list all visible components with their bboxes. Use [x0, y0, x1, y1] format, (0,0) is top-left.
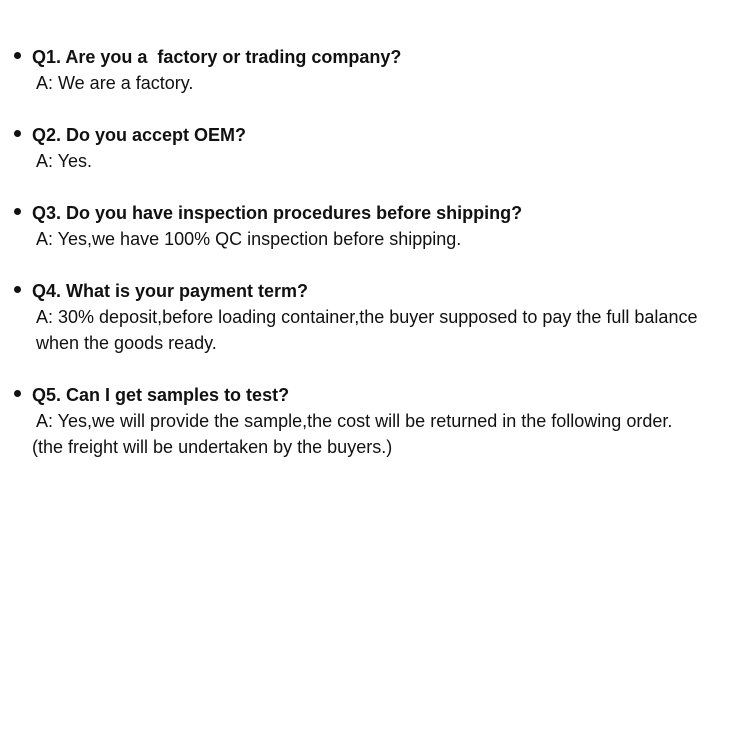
bullet-icon [14, 52, 21, 59]
faq-item-q4 [0, 278, 750, 356]
bullet-icon [14, 390, 21, 397]
faq-list [0, 44, 750, 486]
faq-question: Q2. Do you accept OEM? [32, 125, 247, 145]
faq-question: Q1. Are you a factory or trading company? [32, 47, 402, 67]
faq-answer-note: (the freight will be undertaken by the buyers.) [32, 437, 393, 457]
faq-answer: A: Yes. [36, 151, 93, 171]
faq-item-q1 [0, 44, 750, 96]
faq-answer: A: Yes,we will provide the sample,the cost will be returned in the following order. [36, 411, 673, 431]
faq-item-q5 [0, 382, 750, 460]
faq-question: Q3. Do you have inspection procedures before shipping? [32, 203, 523, 223]
faq-item-q2 [0, 122, 750, 174]
faq-answer: A: Yes,we have 100% QC inspection before shipping. [36, 229, 462, 249]
bullet-icon [14, 286, 21, 293]
faq-answer: A: 30% deposit,before loading container,the buyer supposed to pay the full balance when the goods ready. [36, 307, 698, 353]
faq-item-q3 [0, 200, 750, 252]
faq-question: Q4. What is your payment term? [32, 281, 309, 301]
faq-answer: A: We are a factory. [36, 73, 194, 93]
bullet-icon [14, 130, 21, 137]
bullet-icon [14, 208, 21, 215]
faq-question: Q5. Can I get samples to test? [32, 385, 290, 405]
